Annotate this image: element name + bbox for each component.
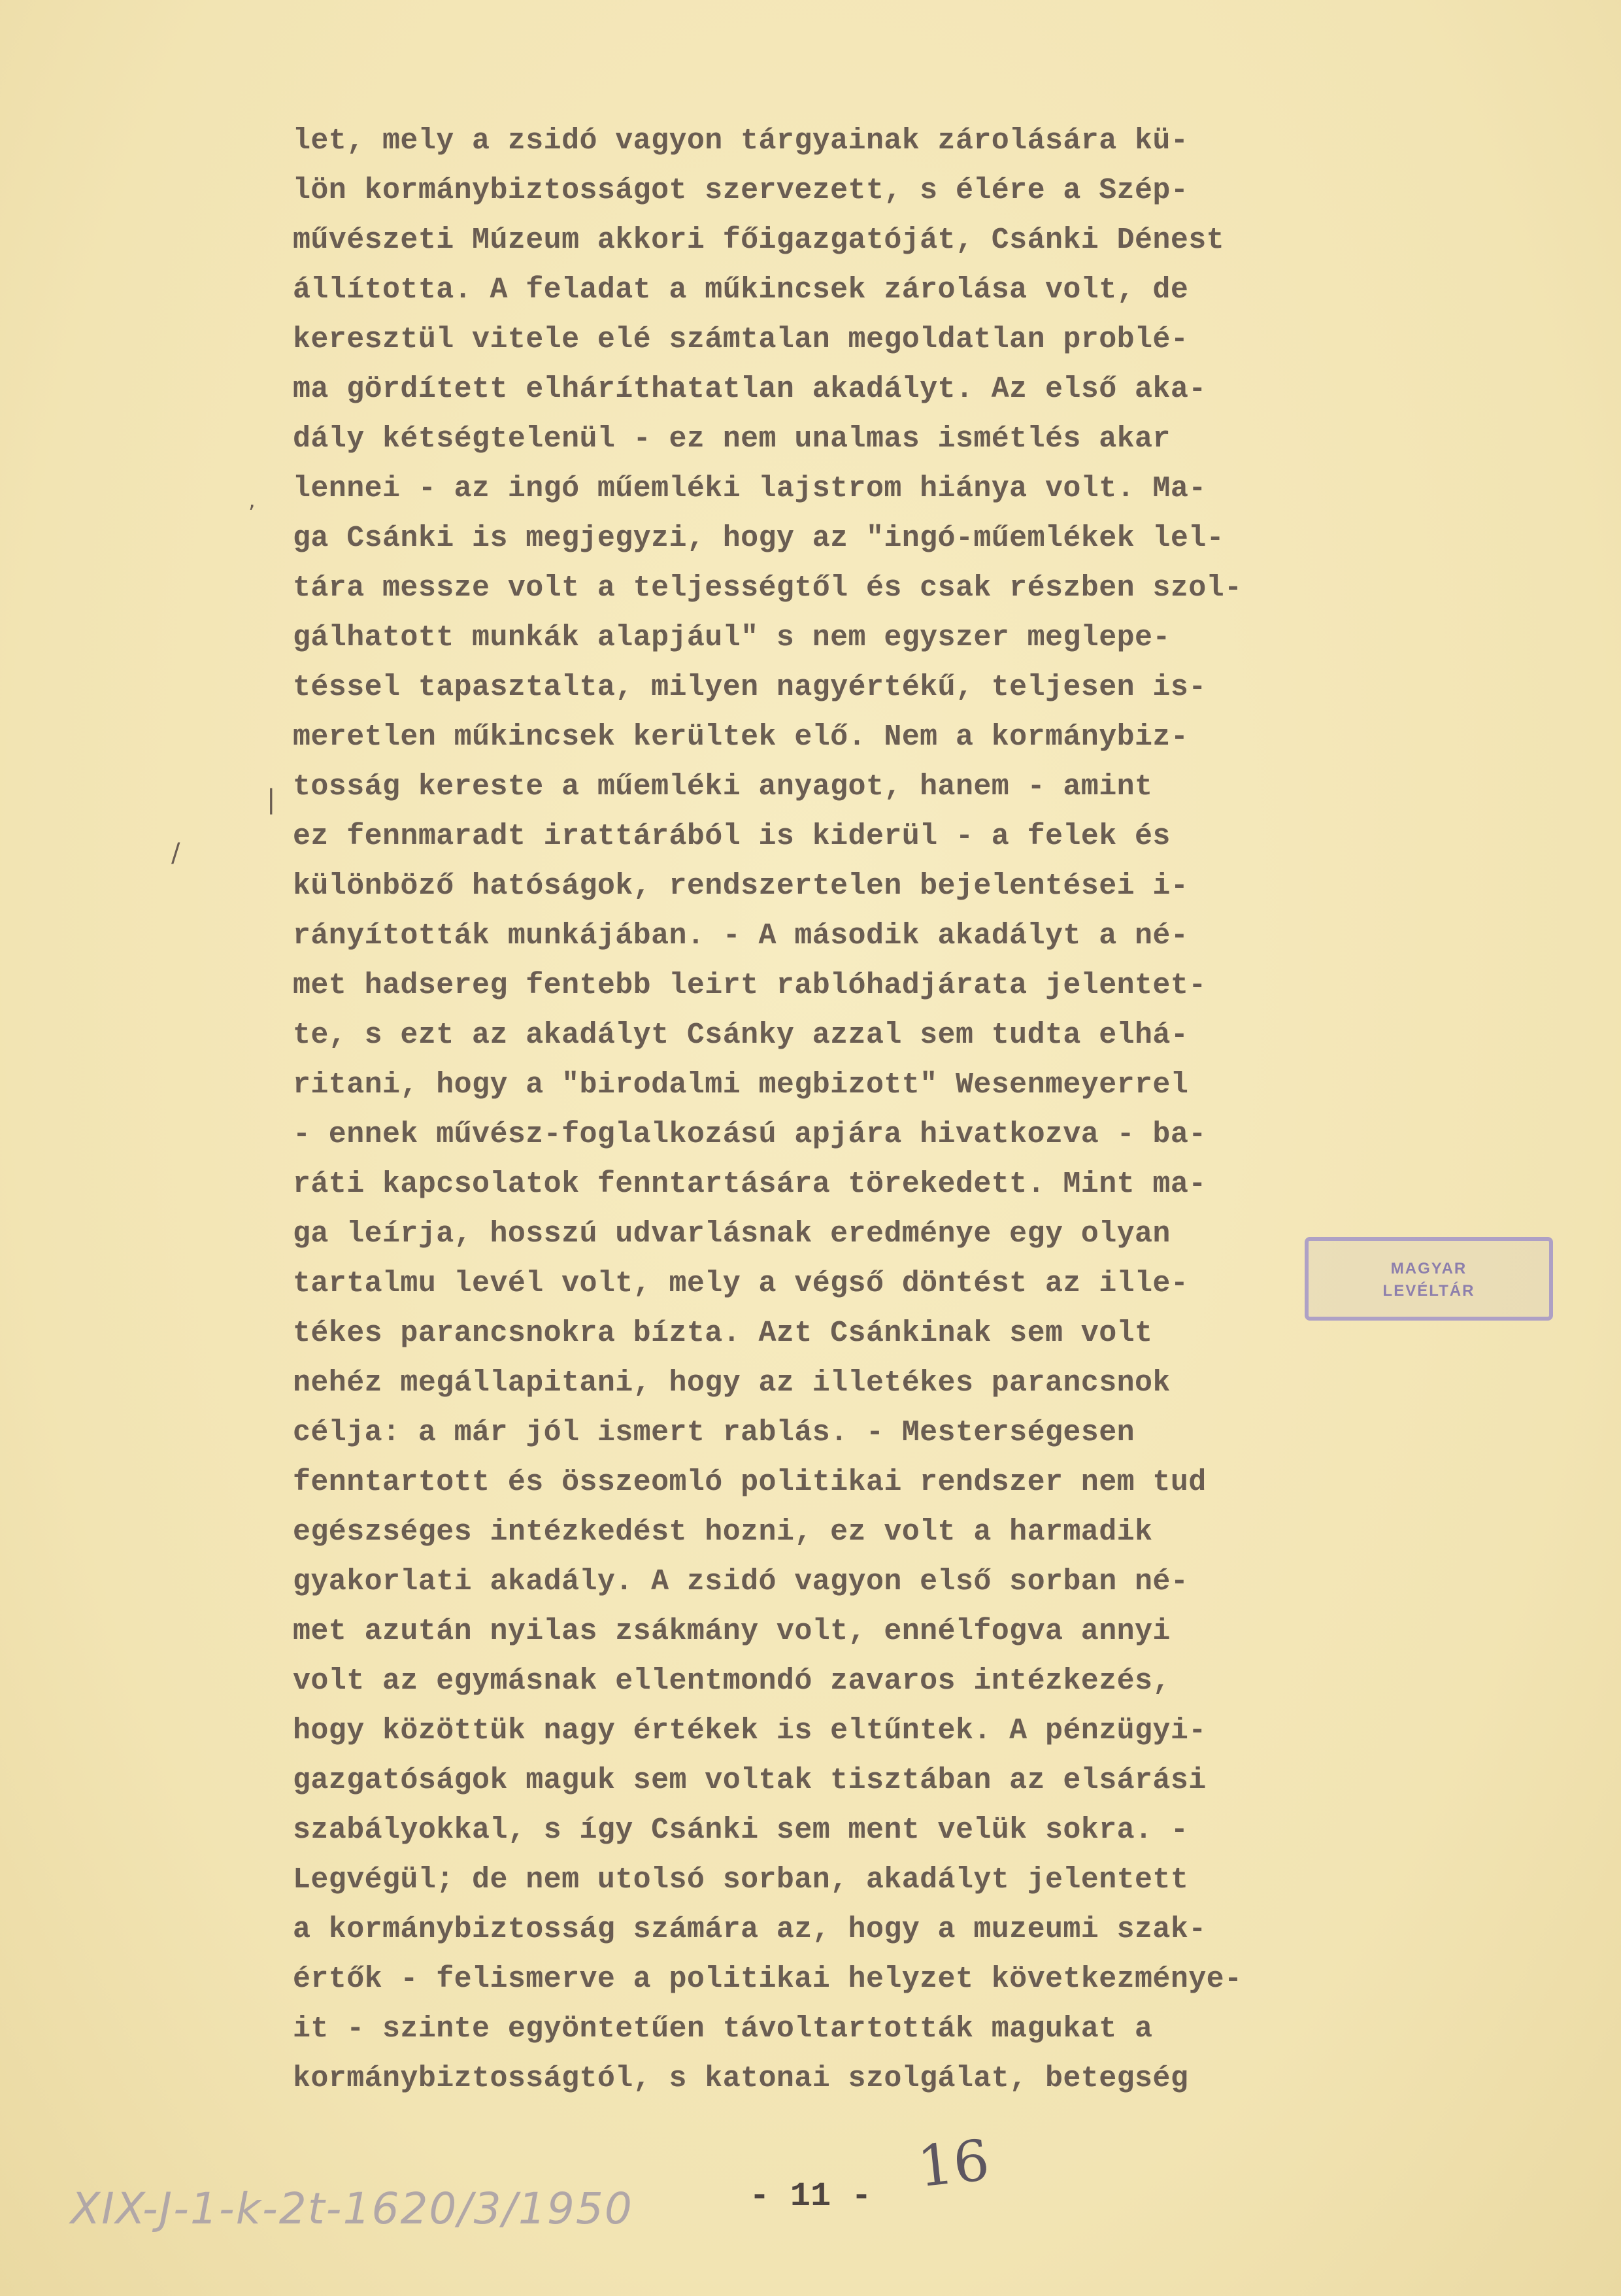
text-line: it - szinte egyöntetűen távoltartották magukat a [293,2012,1153,2046]
margin-mark: | [267,785,276,815]
text-line: ritani, hogy a "birodalmi megbizott" Wesenmeyerrel [293,1068,1189,1102]
text-line: tékes parancsnokra bízta. Azt Csánkinak sem volt [293,1317,1153,1350]
text-line: állította. A feladat a műkincsek zárolása volt, de [293,273,1189,307]
text-line: tartalmu levél volt, mely a végső döntést az ille- [293,1267,1189,1300]
text-line: ez fennmaradt irattárából is kiderül - a felek és [293,820,1171,853]
handwritten-page-number: 16 [914,2127,993,2201]
typewritten-text-block [293,116,1365,2104]
text-line: lennei - az ingó műemléki lajstrom hiánya volt. Ma- [293,472,1207,505]
text-line: művészeti Múzeum akkori főigazgatóját, Csánki Dénest [293,224,1225,257]
text-line: ráti kapcsolatok fenntartására törekedett. Mint ma- [293,1168,1207,1201]
text-line: let, mely a zsidó vagyon tárgyainak zárolására kü- [293,124,1189,158]
text-line: tára messze volt a teljességtől és csak részben szol- [293,571,1243,605]
text-line: szabályokkal, s így Csánki sem ment velük sokra. - [293,1814,1189,1847]
text-line: gazgatóságok maguk sem voltak tisztában az elsárási [293,1764,1207,1797]
margin-mark: , [248,487,256,513]
text-line: gyakorlati akadály. A zsidó vagyon első sorban né- [293,1565,1189,1598]
page-number: - 11 - [749,2177,872,2216]
archive-reference: XIX-J-1-k-2t-1620/3/1950 [71,2184,633,2234]
text-line: célja: a már jól ismert rablás. - Mesterségesen [293,1416,1135,1449]
stamp-line-1: MAGYAR [1390,1260,1467,1277]
text-line: Legvégül; de nem utolsó sorban, akadályt jelentett [293,1863,1189,1897]
text-line: tosság kereste a műemléki anyagot, hanem - amint [293,770,1153,803]
text-line: a kormánybiztosság számára az, hogy a muzeumi szak- [293,1913,1207,1946]
text-line: te, s ezt az akadályt Csánky azzal sem tudta elhá- [293,1019,1189,1052]
text-line: ga Csánki is megjegyzi, hogy az "ingó-műemlékek lel- [293,522,1225,555]
text-line: hogy közöttük nagy értékek is eltűntek. A pénzügyi- [293,1714,1207,1747]
text-line: lön kormánybiztosságot szervezett, s élére a Szép- [293,174,1189,207]
text-line: egészséges intézkedést hozni, ez volt a harmadik [293,1515,1153,1549]
stamp-line-2: LEVÉLTÁR [1382,1282,1475,1300]
text-line: ma gördített elháríthatatlan akadályt. Az első aka- [293,373,1207,406]
text-line: ga leírja, hosszú udvarlásnak eredménye egy olyan [293,1217,1171,1251]
text-line: kormánybiztosságtól, s katonai szolgálat, betegség [293,2062,1189,2095]
text-line: rányították munkájában. - A második akadályt a né- [293,919,1189,953]
text-line: dály kétségtelenül - ez nem unalmas ismétlés akar [293,422,1171,456]
text-line: fenntartott és összeomló politikai rendszer nem tud [293,1466,1207,1499]
text-line: volt az egymásnak ellentmondó zavaros intézkezés, [293,1664,1171,1698]
archive-stamp [1305,1237,1553,1321]
margin-mark: / [171,838,180,868]
text-line: téssel tapasztalta, milyen nagyértékű, teljesen is- [293,671,1207,704]
text-line: - ennek művész-foglalkozású apjára hivatkozva - ba- [293,1118,1207,1151]
text-line: meretlen műkincsek kerültek elő. Nem a kormánybiz- [293,720,1189,754]
text-line: gálhatott munkák alapjául" s nem egyszer meglepe- [293,621,1171,654]
text-line: nehéz megállapitani, hogy az illetékes parancsnok [293,1366,1171,1400]
text-line: met azután nyilas zsákmány volt, ennélfogva annyi [293,1615,1171,1648]
text-line: met hadsereg fentebb leirt rablóhadjárata jelentet- [293,969,1207,1002]
text-line: különböző hatóságok, rendszertelen bejelentései i- [293,869,1189,903]
text-line: értők - felismerve a politikai helyzet következménye- [293,1963,1243,1996]
text-line: keresztül vitele elé számtalan megoldatlan problé- [293,323,1189,356]
